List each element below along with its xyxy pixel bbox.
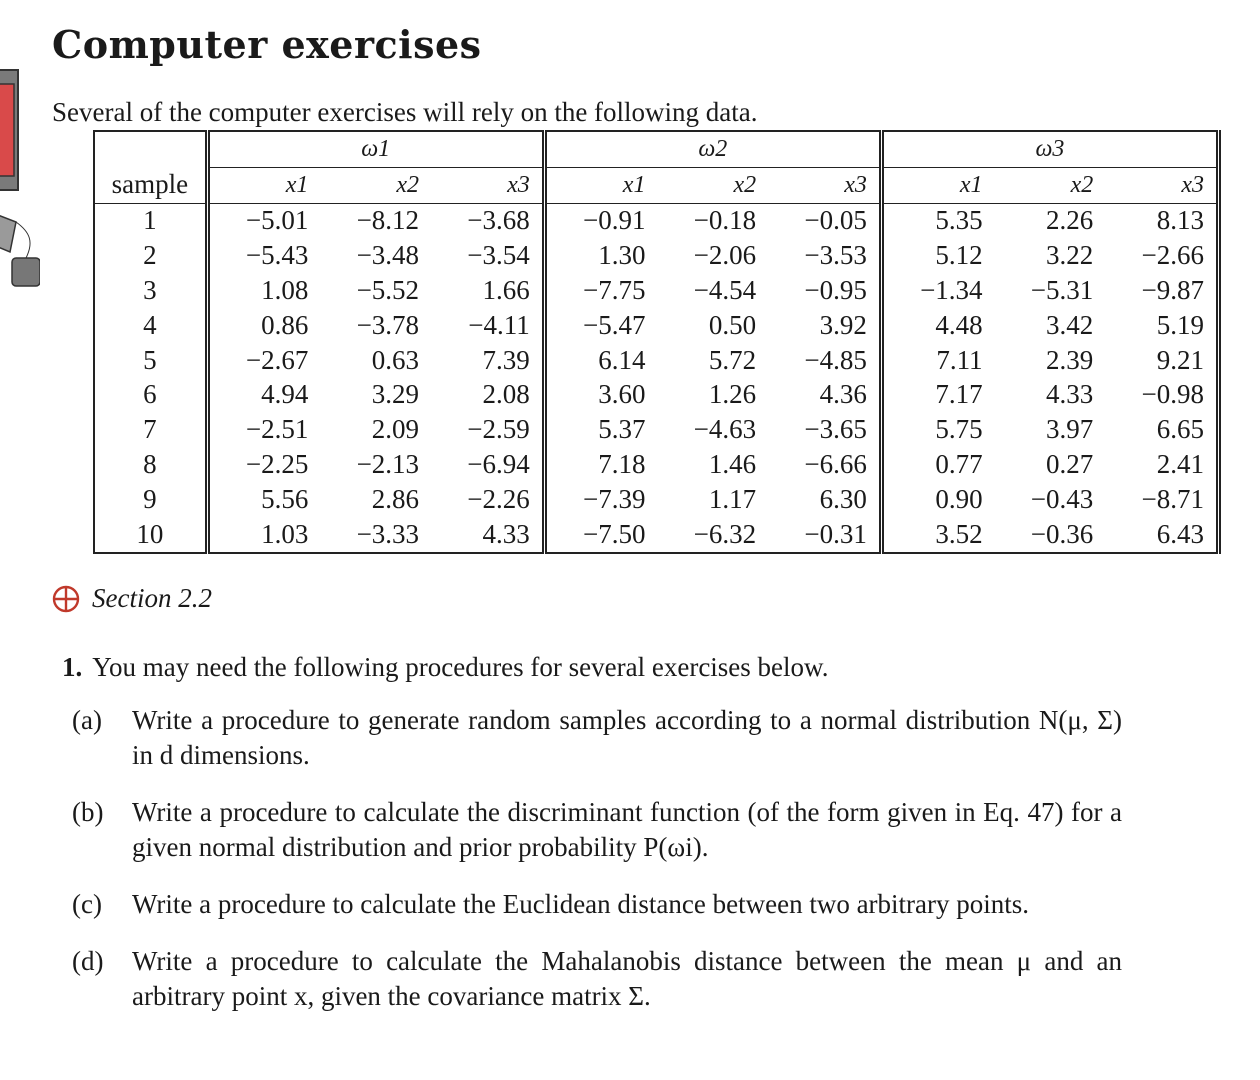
table-row — [94, 482, 1219, 517]
table-row — [94, 273, 1219, 308]
value-cell: −2.06 — [693, 240, 757, 271]
value-cell: −5.43 — [245, 240, 309, 271]
var-header: x3 — [768, 167, 881, 203]
part-label: (a) — [72, 705, 102, 735]
var-header: x1 — [544, 167, 657, 203]
value-cell: 6.30 — [768, 482, 881, 517]
intro-text: Several of the computer exercises will rely on the following data. — [52, 97, 758, 127]
value-cell: 4.94 — [261, 379, 309, 410]
table-body — [94, 203, 1219, 552]
value-cell: 6.65 — [1105, 412, 1218, 447]
exercise-part — [62, 944, 1142, 1014]
value-cell: −6.66 — [768, 447, 881, 482]
value-cell: 3.22 — [1046, 240, 1094, 271]
value-cell: −7.50 — [582, 518, 646, 549]
value-cell: 7.11 — [936, 344, 983, 375]
value-cell: 2.26 — [1046, 205, 1094, 236]
value-cell: 8.13 — [1105, 203, 1218, 238]
value-cell: −5.52 — [356, 275, 420, 306]
value-cell: 5.75 — [935, 414, 983, 445]
value-cell: −5.47 — [582, 309, 646, 340]
value-cell: 5.19 — [1105, 308, 1218, 343]
value-cell: 3.42 — [1046, 309, 1094, 340]
table-row — [94, 308, 1219, 343]
part-label: (c) — [72, 889, 102, 919]
computer-icon — [0, 62, 40, 302]
sample-cell: 9 — [94, 482, 207, 517]
value-cell: −2.66 — [1105, 238, 1218, 273]
value-cell: −5.01 — [245, 205, 309, 236]
sample-cell: 8 — [94, 447, 207, 482]
value-cell: −0.18 — [693, 205, 757, 236]
sample-cell: 5 — [94, 343, 207, 378]
value-cell: 4.33 — [431, 517, 544, 553]
table-row — [94, 517, 1219, 553]
value-cell: −2.67 — [245, 344, 309, 375]
table-row — [94, 343, 1219, 378]
value-cell: −4.63 — [693, 414, 757, 445]
sample-cell: 4 — [94, 308, 207, 343]
value-cell: 0.90 — [935, 483, 983, 514]
value-cell: 3.97 — [1046, 414, 1094, 445]
value-cell: −2.51 — [245, 414, 309, 445]
value-cell: −8.12 — [356, 205, 420, 236]
value-cell: 1.30 — [598, 240, 646, 271]
value-cell: −0.31 — [768, 517, 881, 553]
part-label: (d) — [72, 946, 104, 976]
table-row — [94, 447, 1219, 482]
value-cell: 0.63 — [371, 344, 420, 375]
value-cell: 9.21 — [1105, 343, 1218, 378]
section-reference-label: Section 2.2 — [92, 583, 212, 613]
value-cell: 3.60 — [598, 379, 646, 410]
table-row — [94, 412, 1219, 447]
value-cell: −0.98 — [1105, 378, 1218, 413]
corner-cell — [94, 131, 207, 167]
value-cell: −2.59 — [431, 412, 544, 447]
sample-cell: 3 — [94, 273, 207, 308]
value-cell: 5.35 — [935, 205, 983, 236]
var-header: x1 — [207, 167, 320, 203]
value-cell: 7.39 — [431, 343, 544, 378]
value-cell: 5.72 — [708, 344, 757, 375]
exercise-number: 1. — [62, 652, 83, 682]
value-cell: −8.71 — [1105, 482, 1218, 517]
exercise-intro-text: You may need the following procedures for several exercises below. — [92, 652, 829, 682]
sample-cell: 10 — [94, 517, 207, 553]
value-cell: −3.54 — [431, 238, 544, 273]
value-cell: 6.14 — [598, 344, 646, 375]
value-cell: −4.85 — [768, 343, 881, 378]
class-header: ω3 — [881, 131, 1218, 167]
value-cell: 0.50 — [708, 309, 757, 340]
var-header-row — [94, 167, 1219, 203]
exercise-part — [62, 703, 1142, 773]
value-cell: 1.03 — [261, 518, 309, 549]
part-label: (b) — [72, 797, 104, 827]
value-cell: −1.34 — [920, 275, 983, 306]
page-title: Computer exercises — [52, 22, 482, 67]
value-cell: −3.33 — [356, 518, 420, 549]
class-header: ω1 — [207, 131, 544, 167]
value-cell: 7.18 — [598, 449, 646, 480]
part-text: Write a procedure to generate random samples according to a normal distribution N(μ, Σ) in d dimensions. — [132, 705, 1122, 770]
exercise-intro — [62, 650, 1142, 685]
sample-cell: 7 — [94, 412, 207, 447]
value-cell: 3.52 — [935, 518, 983, 549]
value-cell: 2.09 — [371, 414, 420, 445]
exercise-1 — [62, 650, 1142, 1036]
sample-header: sample — [94, 167, 207, 203]
value-cell: 2.08 — [431, 378, 544, 413]
value-cell: −7.75 — [582, 275, 646, 306]
value-cell: 0.27 — [1046, 449, 1094, 480]
exercise-part — [62, 795, 1142, 865]
value-cell: 2.41 — [1105, 447, 1218, 482]
table-row — [94, 203, 1219, 238]
value-cell: 5.37 — [598, 414, 646, 445]
value-cell: 1.46 — [708, 449, 757, 480]
value-cell: −0.95 — [768, 273, 881, 308]
exercise-parts — [62, 703, 1142, 1014]
value-cell: −3.65 — [768, 412, 881, 447]
value-cell: −6.94 — [431, 447, 544, 482]
var-header: x1 — [881, 167, 994, 203]
value-cell: 6.43 — [1105, 517, 1218, 553]
var-header: x2 — [995, 167, 1106, 203]
value-cell: −3.68 — [431, 203, 544, 238]
value-cell: −2.13 — [356, 449, 420, 480]
part-text: Write a procedure to calculate the discriminant function (of the form given in Eq. 47) for a given normal distribution and prior probability P(ωi). — [132, 797, 1122, 862]
value-cell: −4.54 — [693, 275, 757, 306]
value-cell: 5.56 — [261, 483, 309, 514]
value-cell: −3.48 — [356, 240, 420, 271]
value-cell: −7.39 — [582, 483, 646, 514]
value-cell: 4.48 — [935, 309, 983, 340]
var-header: x2 — [657, 167, 768, 203]
sample-cell: 1 — [94, 203, 207, 238]
value-cell: −3.53 — [768, 238, 881, 273]
value-cell: 1.26 — [708, 379, 757, 410]
value-cell: −0.05 — [768, 203, 881, 238]
value-cell: 5.12 — [935, 240, 983, 271]
value-cell: −0.91 — [582, 205, 646, 236]
value-cell: 0.77 — [935, 449, 983, 480]
value-cell: −5.31 — [1030, 275, 1094, 306]
class-header: ω2 — [544, 131, 881, 167]
part-text: Write a procedure to calculate the Euclidean distance between two arbitrary points. — [132, 889, 1030, 919]
circled-plus-icon — [52, 585, 80, 613]
value-cell: 1.08 — [261, 275, 309, 306]
class-header-row — [94, 131, 1219, 167]
value-cell: 0.86 — [261, 309, 309, 340]
value-cell: 3.92 — [768, 308, 881, 343]
data-table — [93, 130, 1221, 554]
sample-cell: 6 — [94, 378, 207, 413]
value-cell: −0.43 — [1030, 483, 1094, 514]
value-cell: −6.32 — [693, 518, 757, 549]
var-header: x3 — [1105, 167, 1218, 203]
section-reference — [52, 583, 212, 614]
table-row — [94, 378, 1219, 413]
value-cell: 4.33 — [1046, 379, 1094, 410]
table-row — [94, 238, 1219, 273]
var-header: x3 — [431, 167, 544, 203]
value-cell: 2.86 — [371, 483, 420, 514]
value-cell: 2.39 — [1046, 344, 1094, 375]
exercise-part — [62, 887, 1142, 922]
value-cell: 7.17 — [935, 379, 983, 410]
value-cell: −2.25 — [245, 449, 309, 480]
value-cell: −2.26 — [431, 482, 544, 517]
value-cell: −4.11 — [431, 308, 544, 343]
value-cell: 1.17 — [708, 483, 757, 514]
sample-cell: 2 — [94, 238, 207, 273]
value-cell: −3.78 — [356, 309, 420, 340]
var-header: x2 — [320, 167, 431, 203]
value-cell: 1.66 — [431, 273, 544, 308]
value-cell: −0.36 — [1030, 518, 1094, 549]
part-text: Write a procedure to calculate the Mahalanobis distance between the mean μ and an arbitrary point x, given the covariance matrix Σ. — [132, 946, 1122, 1011]
value-cell: −9.87 — [1105, 273, 1218, 308]
value-cell: 3.29 — [371, 379, 420, 410]
value-cell: 4.36 — [768, 378, 881, 413]
